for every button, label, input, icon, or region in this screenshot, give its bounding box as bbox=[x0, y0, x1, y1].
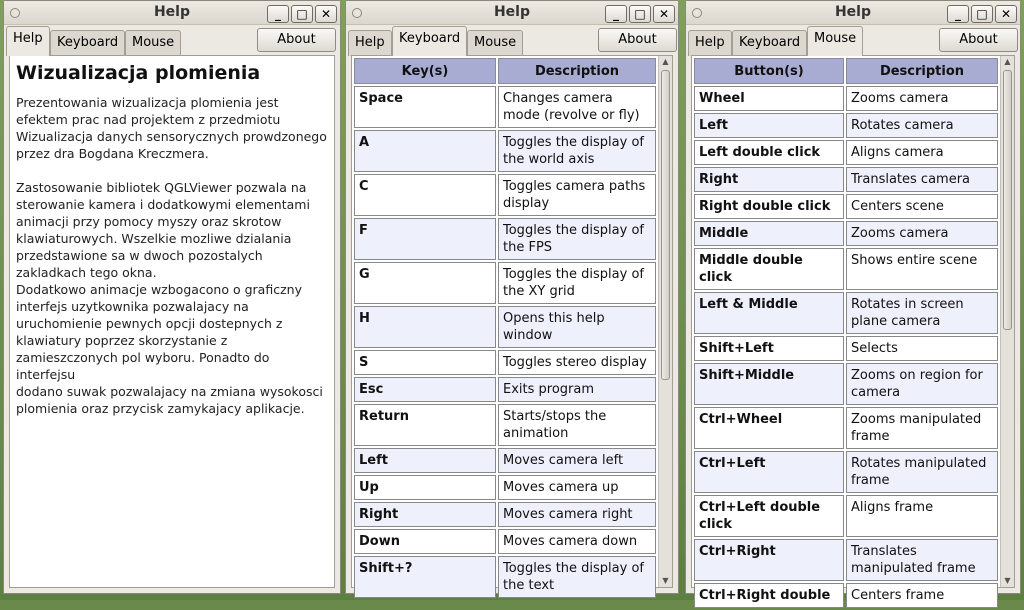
about-button[interactable]: About bbox=[939, 28, 1018, 52]
table-row bbox=[354, 475, 656, 500]
shortcut-cell: G bbox=[354, 262, 496, 304]
description-cell: Exits program bbox=[498, 377, 656, 402]
description-cell: Toggles stereo display bbox=[498, 350, 656, 375]
table-row bbox=[694, 221, 998, 246]
tab-help-label: Help bbox=[13, 31, 43, 46]
table-row bbox=[354, 306, 656, 348]
shortcut-cell: Up bbox=[354, 475, 496, 500]
close-button[interactable]: ✕ bbox=[653, 5, 675, 23]
table-row bbox=[354, 556, 656, 598]
close-button[interactable]: ✕ bbox=[995, 5, 1017, 23]
table-row bbox=[354, 262, 656, 304]
scrollbar-thumb[interactable] bbox=[1003, 70, 1012, 330]
table-row bbox=[354, 448, 656, 473]
shortcut-cell: Right bbox=[694, 167, 844, 192]
table-row bbox=[694, 495, 998, 537]
shortcut-cell: Shift+Middle bbox=[694, 363, 844, 405]
description-cell: Moves camera down bbox=[498, 529, 656, 554]
shortcut-cell: Right double click bbox=[694, 194, 844, 219]
table-row bbox=[354, 218, 656, 260]
scroll-up-icon[interactable]: ▲ bbox=[662, 57, 669, 66]
maximize-button[interactable]: □ bbox=[971, 5, 993, 23]
window-title: Help bbox=[493, 4, 531, 20]
shortcut-cell: Shift+Left bbox=[694, 336, 844, 361]
description-cell: Rotates in screen plane camera bbox=[846, 292, 998, 334]
table-row bbox=[694, 583, 998, 608]
description-cell: Moves camera right bbox=[498, 502, 656, 527]
table-row bbox=[694, 194, 998, 219]
description-cell: Aligns camera bbox=[846, 140, 998, 165]
shortcut-cell: Ctrl+Wheel bbox=[694, 407, 844, 449]
table-viewport bbox=[692, 56, 1000, 603]
description-paragraph-2: Zastosowanie bibliotek QGLViewer pozwala na sterowanie kamera i dodatkowymi elementami animacji przy pomocy myszy oraz skrotow klawiaturowych. Wszelkie mozliwe dzialania przedstawione sa w dwoch pozostalych zakladkach tego okna. Dodatkowo animacje wzbogacono o graficzny interfejs uzytkownika pozwalajacy na uruchomienie pewnych opcji dostepnych z klawiatury poprzez skorzystanie z zamieszczonych pol wyboru. Ponadto do interfejsu dodano suwak pozwalajacy na zmiana wysokosci plomienia oraz przycisk zamykajacy aplikacje. bbox=[16, 180, 323, 416]
tab-keyboard[interactable] bbox=[732, 30, 807, 56]
tab-keyboard-label: Keyboard bbox=[57, 35, 119, 50]
shortcut-cell: C bbox=[354, 174, 496, 216]
maximize-button[interactable]: □ bbox=[629, 5, 651, 23]
tab-help-label: Help bbox=[695, 35, 725, 50]
shortcut-cell: Down bbox=[354, 529, 496, 554]
shortcut-cell: Middle double click bbox=[694, 248, 844, 290]
tab-mouse-label: Mouse bbox=[474, 35, 517, 50]
description-cell: Aligns frame bbox=[846, 495, 998, 537]
about-button[interactable]: About bbox=[257, 28, 336, 52]
tab-bar bbox=[346, 25, 678, 55]
help-text-panel bbox=[9, 55, 335, 588]
table-row bbox=[354, 174, 656, 216]
description-cell: Translates camera bbox=[846, 167, 998, 192]
shortcut-cell: Space bbox=[354, 86, 496, 128]
vertical-scrollbar[interactable] bbox=[1000, 56, 1014, 587]
description-cell: Changes camera mode (revolve or fly) bbox=[498, 86, 656, 128]
minimize-button[interactable]: _ bbox=[947, 5, 969, 23]
description-cell: Opens this help window bbox=[498, 306, 656, 348]
description-cell: Translates manipulated frame bbox=[846, 539, 998, 581]
shortcut-cell: Shift+? bbox=[354, 556, 496, 598]
column-header-key: Button(s) bbox=[694, 58, 844, 84]
description-cell: Starts/stops the animation bbox=[498, 404, 656, 446]
shortcut-cell: Right bbox=[354, 502, 496, 527]
about-button[interactable]: About bbox=[598, 28, 677, 52]
table-row bbox=[694, 113, 998, 138]
shortcut-cell: Ctrl+Right bbox=[694, 539, 844, 581]
table-row bbox=[694, 451, 998, 493]
close-button[interactable]: ✕ bbox=[315, 5, 337, 23]
description-cell: Toggles the display of the world axis bbox=[498, 130, 656, 172]
page-heading: Wizualizacja plomienia bbox=[16, 62, 261, 84]
titlebar[interactable] bbox=[4, 1, 340, 25]
shortcut-cell: Ctrl+Left double click bbox=[694, 495, 844, 537]
window-title: Help bbox=[834, 4, 872, 20]
table-row bbox=[694, 292, 998, 334]
description-cell: Toggles the display of the XY grid bbox=[498, 262, 656, 304]
table-row bbox=[694, 539, 998, 581]
tab-mouse-label: Mouse bbox=[814, 31, 857, 46]
minimize-button[interactable]: _ bbox=[605, 5, 627, 23]
tab-help[interactable] bbox=[348, 30, 392, 56]
tab-mouse[interactable] bbox=[467, 30, 523, 56]
table-row bbox=[694, 407, 998, 449]
tab-keyboard[interactable] bbox=[50, 30, 125, 56]
window-title: Help bbox=[153, 4, 191, 20]
tab-keyboard[interactable] bbox=[392, 26, 467, 56]
table-row bbox=[694, 167, 998, 192]
description-cell: Zooms camera bbox=[846, 86, 998, 111]
table-row bbox=[354, 404, 656, 446]
titlebar[interactable] bbox=[346, 1, 678, 25]
shortcut-cell: Wheel bbox=[694, 86, 844, 111]
column-header-description: Description bbox=[846, 58, 998, 84]
table-row bbox=[694, 363, 998, 405]
table-row bbox=[354, 529, 656, 554]
description-cell: Centers scene bbox=[846, 194, 998, 219]
description-cell: Rotates camera bbox=[846, 113, 998, 138]
scrollbar-thumb[interactable] bbox=[661, 70, 670, 380]
tab-help[interactable] bbox=[688, 30, 732, 56]
shortcut-cell: Left & Middle bbox=[694, 292, 844, 334]
shortcut-cell: Return bbox=[354, 404, 496, 446]
shortcut-cell: S bbox=[354, 350, 496, 375]
tab-help-label: Help bbox=[355, 35, 385, 50]
shortcut-cell: Ctrl+Left bbox=[694, 451, 844, 493]
description-cell: Selects bbox=[846, 336, 998, 361]
tab-mouse[interactable] bbox=[807, 26, 863, 56]
table-row bbox=[354, 350, 656, 375]
table-row bbox=[354, 377, 656, 402]
table-row bbox=[694, 86, 998, 111]
shortcut-cell: Left bbox=[354, 448, 496, 473]
minimize-button[interactable]: _ bbox=[267, 5, 289, 23]
description-cell: Zooms on region for camera bbox=[846, 363, 998, 405]
column-header-key: Key(s) bbox=[354, 58, 496, 84]
description-cell: Shows entire scene bbox=[846, 248, 998, 290]
scroll-down-icon[interactable]: ▼ bbox=[1004, 576, 1011, 585]
description-paragraph-1: Prezentowania wizualizacja plomienia jest efektem prac nad projektem z przedmiotu Wizualizacja danych sensorycznych prowdzonego przez dra Bogdana Kreczmera. bbox=[16, 95, 327, 161]
description-cell: Toggles the display of the FPS bbox=[498, 218, 656, 260]
table-row bbox=[694, 140, 998, 165]
maximize-button[interactable]: □ bbox=[291, 5, 313, 23]
mouse-bindings-table bbox=[692, 56, 1000, 610]
description-cell: Moves camera up bbox=[498, 475, 656, 500]
shortcut-cell: Middle bbox=[694, 221, 844, 246]
description-cell: Toggles camera paths display bbox=[498, 174, 656, 216]
tab-keyboard-label: Keyboard bbox=[739, 35, 801, 50]
tab-bar bbox=[4, 25, 340, 55]
description-cell: Zooms camera bbox=[846, 221, 998, 246]
shortcut-cell: Left double click bbox=[694, 140, 844, 165]
description-cell: Rotates manipulated frame bbox=[846, 451, 998, 493]
help-window-mouse-tab bbox=[685, 0, 1021, 603]
column-header-description: Description bbox=[498, 58, 656, 84]
tab-mouse-label: Mouse bbox=[132, 35, 175, 50]
description-cell: Centers frame bbox=[846, 583, 998, 608]
table-row bbox=[694, 248, 998, 290]
keyboard-shortcuts-table bbox=[352, 56, 658, 600]
tab-keyboard-label: Keyboard bbox=[399, 31, 461, 46]
scroll-down-icon[interactable]: ▼ bbox=[662, 576, 669, 585]
shortcut-cell: H bbox=[354, 306, 496, 348]
shortcut-cell: A bbox=[354, 130, 496, 172]
titlebar[interactable] bbox=[686, 1, 1020, 25]
tab-help[interactable] bbox=[6, 26, 50, 56]
keyboard-shortcuts-panel bbox=[351, 55, 673, 593]
shortcut-cell: F bbox=[354, 218, 496, 260]
shortcut-cell: Left bbox=[694, 113, 844, 138]
description-cell: Zooms manipulated frame bbox=[846, 407, 998, 449]
shortcut-cell: Esc bbox=[354, 377, 496, 402]
table-row bbox=[354, 86, 656, 128]
mouse-bindings-panel bbox=[691, 55, 1015, 603]
description-cell: Moves camera left bbox=[498, 448, 656, 473]
table-row bbox=[694, 336, 998, 361]
help-window-keyboard-tab bbox=[345, 0, 679, 594]
shortcut-cell: Ctrl+Right double bbox=[694, 583, 844, 608]
table-row bbox=[354, 502, 656, 527]
tab-bar bbox=[686, 25, 1020, 55]
vertical-scrollbar[interactable] bbox=[658, 56, 672, 587]
table-viewport bbox=[352, 56, 658, 593]
scroll-up-icon[interactable]: ▲ bbox=[1004, 57, 1011, 66]
tab-mouse[interactable] bbox=[125, 30, 181, 56]
description-cell: Toggles the display of the text bbox=[498, 556, 656, 598]
help-window-help-tab bbox=[3, 0, 341, 594]
table-row bbox=[354, 130, 656, 172]
